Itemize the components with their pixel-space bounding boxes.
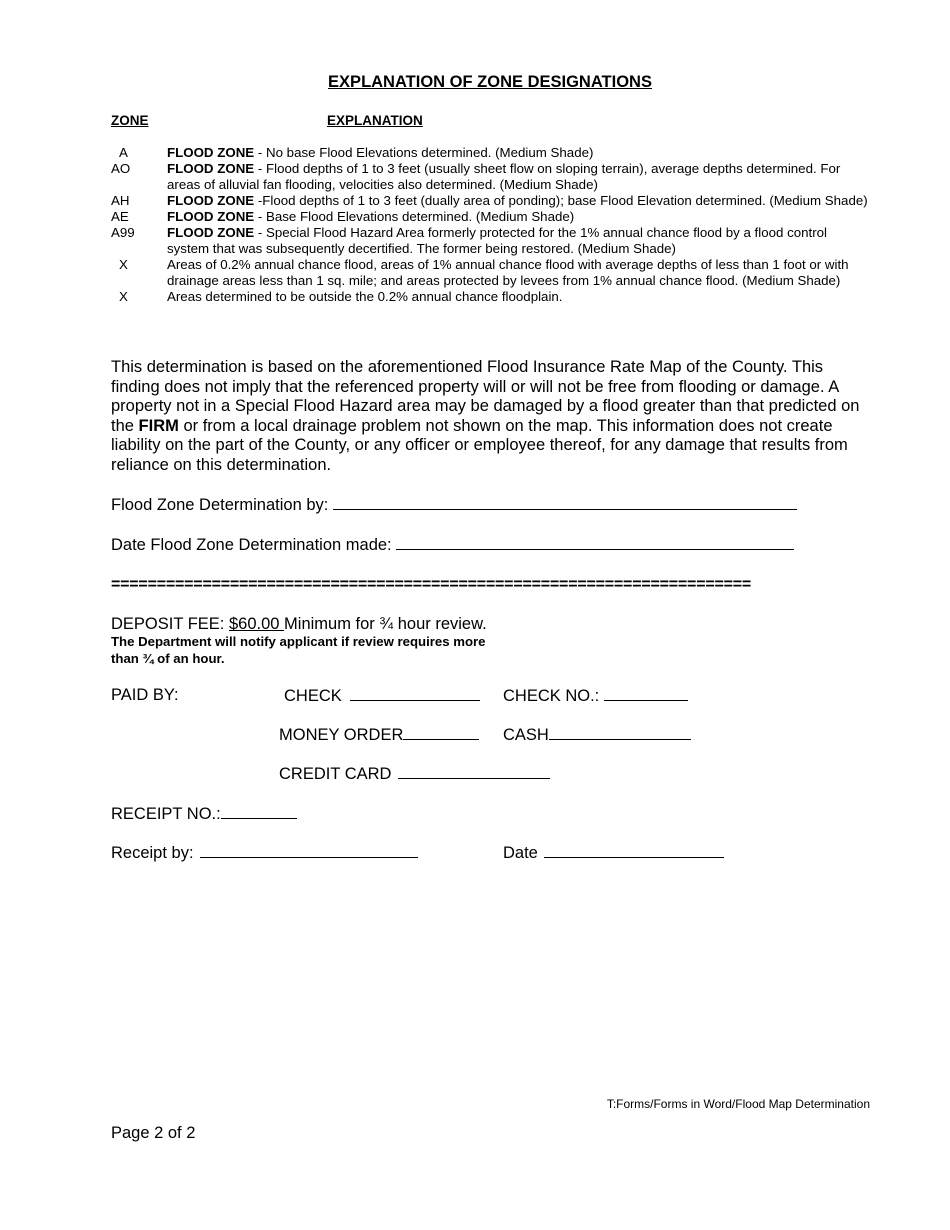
zone-text: -Flood depths of 1 to 3 feet (dually area of ponding); base Flood Elevation determined. (Medium Shade) [254, 193, 868, 208]
zone-code: AO [111, 161, 131, 176]
zone-code: A [119, 145, 128, 160]
money-order-option [279, 725, 479, 745]
explanation-column-header: EXPLANATION [327, 113, 423, 128]
receipt-no-field[interactable] [221, 804, 297, 819]
date-made-row [111, 535, 794, 555]
zone-label: FLOOD ZONE [167, 145, 255, 160]
zone-description [167, 145, 871, 161]
zone-row [111, 161, 871, 193]
zone-description [167, 161, 871, 193]
zone-column-header: ZONE [111, 113, 149, 128]
zone-row [111, 193, 871, 209]
deposit-note: The Department will notify applicant if review requires more than ¾ of an hour. [111, 634, 486, 666]
zone-code: X [119, 289, 128, 304]
firm-term: FIRM [138, 416, 179, 435]
zone-text: Areas determined to be outside the 0.2% annual chance floodplain. [167, 289, 563, 304]
zone-description [167, 289, 871, 305]
zone-code: X [119, 257, 128, 272]
determination-by-label: Flood Zone Determination by: [111, 496, 329, 514]
receipt-no-row [111, 804, 297, 824]
deposit-suffix: Minimum for ¾ hour review. [284, 615, 487, 633]
disclaimer-text: This determination is based on the aforementioned Flood Insurance Rate Map of the County. This finding does not imply that the referenced property will or will not be free from flooding or damage. A property not in a Special Flood Hazard area may be damaged by a flood greater than that predicted on the [111, 358, 860, 435]
page-number: Page 2 of 2 [111, 1124, 196, 1142]
check-label: CHECK [284, 687, 342, 705]
credit-card-label: CREDIT CARD [279, 765, 392, 783]
zone-code: A99 [111, 225, 135, 240]
credit-card-option [279, 764, 550, 784]
zone-text: - Flood depths of 1 to 3 feet (usually sheet flow on sloping terrain), average depths determined. For areas of alluvial fan flooding, velocities also determined. (Medium Shade) [167, 161, 841, 192]
receipt-date-field[interactable] [544, 843, 724, 858]
money-order-field[interactable] [403, 725, 479, 740]
date-made-label: Date Flood Zone Determination made: [111, 536, 392, 554]
zone-list [111, 145, 871, 305]
zone-row [111, 225, 871, 257]
determination-by-field[interactable] [333, 495, 797, 510]
cash-field[interactable] [549, 725, 691, 740]
receipt-by-label: Receipt by: [111, 844, 194, 862]
zone-label: FLOOD ZONE [167, 209, 255, 224]
check-option [284, 686, 480, 706]
zone-label: FLOOD ZONE [167, 193, 255, 208]
zone-description [167, 257, 871, 289]
deposit-amount: $60.00 [228, 615, 285, 633]
determination-by-row [111, 495, 797, 515]
zone-code: AE [111, 209, 129, 224]
zone-code: AH [111, 193, 130, 208]
disclaimer-paragraph [111, 358, 871, 476]
receipt-by-field[interactable] [200, 843, 418, 858]
check-field[interactable] [350, 686, 480, 701]
zone-text: - Special Flood Hazard Area formerly protected for the 1% annual chance flood by a flood control system that was subsequently decertified. The former being restored. (Medium Shade) [167, 225, 827, 256]
receipt-date-label: Date [503, 844, 538, 862]
zone-row [111, 209, 871, 225]
check-no-option [503, 686, 688, 706]
zone-description [167, 209, 871, 225]
zone-row [111, 145, 871, 161]
credit-card-field[interactable] [398, 764, 550, 779]
zone-description [167, 225, 871, 257]
check-no-label: CHECK NO.: [503, 687, 600, 705]
check-no-field[interactable] [604, 686, 688, 701]
date-made-field[interactable] [396, 535, 794, 550]
receipt-no-label: RECEIPT NO.: [111, 805, 221, 823]
deposit-fee [111, 615, 487, 634]
disclaimer-text: or from a local drainage problem not shown on the map. This information does not create liability on the part of the County, or any officer or employee thereof, for any damage that results from reliance on this determination. [111, 416, 848, 474]
separator-line: ====================================================================== [111, 576, 752, 593]
money-order-label: MONEY ORDER [279, 726, 404, 744]
cash-label: CASH [503, 726, 549, 744]
zone-text: - No base Flood Elevations determined. (Medium Shade) [254, 145, 594, 160]
zone-description [167, 193, 871, 209]
receipt-by-row [111, 843, 418, 863]
zone-label: FLOOD ZONE [167, 225, 255, 240]
zone-label: FLOOD ZONE [167, 161, 255, 176]
page-title: EXPLANATION OF ZONE DESIGNATIONS [328, 73, 652, 91]
zone-row [111, 289, 871, 305]
receipt-date-row [503, 843, 724, 863]
file-path-footer: T:Forms/Forms in Word/Flood Map Determination [606, 1097, 870, 1111]
zone-text: Areas of 0.2% annual chance flood, areas of 1% annual chance flood with average depths of less than 1 foot or with drainage areas less than 1 sq. mile; and areas protected by levees from 1% annual chance flood. (Medium Shade) [167, 257, 849, 288]
deposit-label: DEPOSIT FEE: [111, 615, 229, 633]
paid-by-label: PAID BY: [111, 686, 179, 704]
cash-option [503, 725, 691, 745]
zone-text: - Base Flood Elevations determined. (Medium Shade) [254, 209, 575, 224]
zone-row [111, 257, 871, 289]
